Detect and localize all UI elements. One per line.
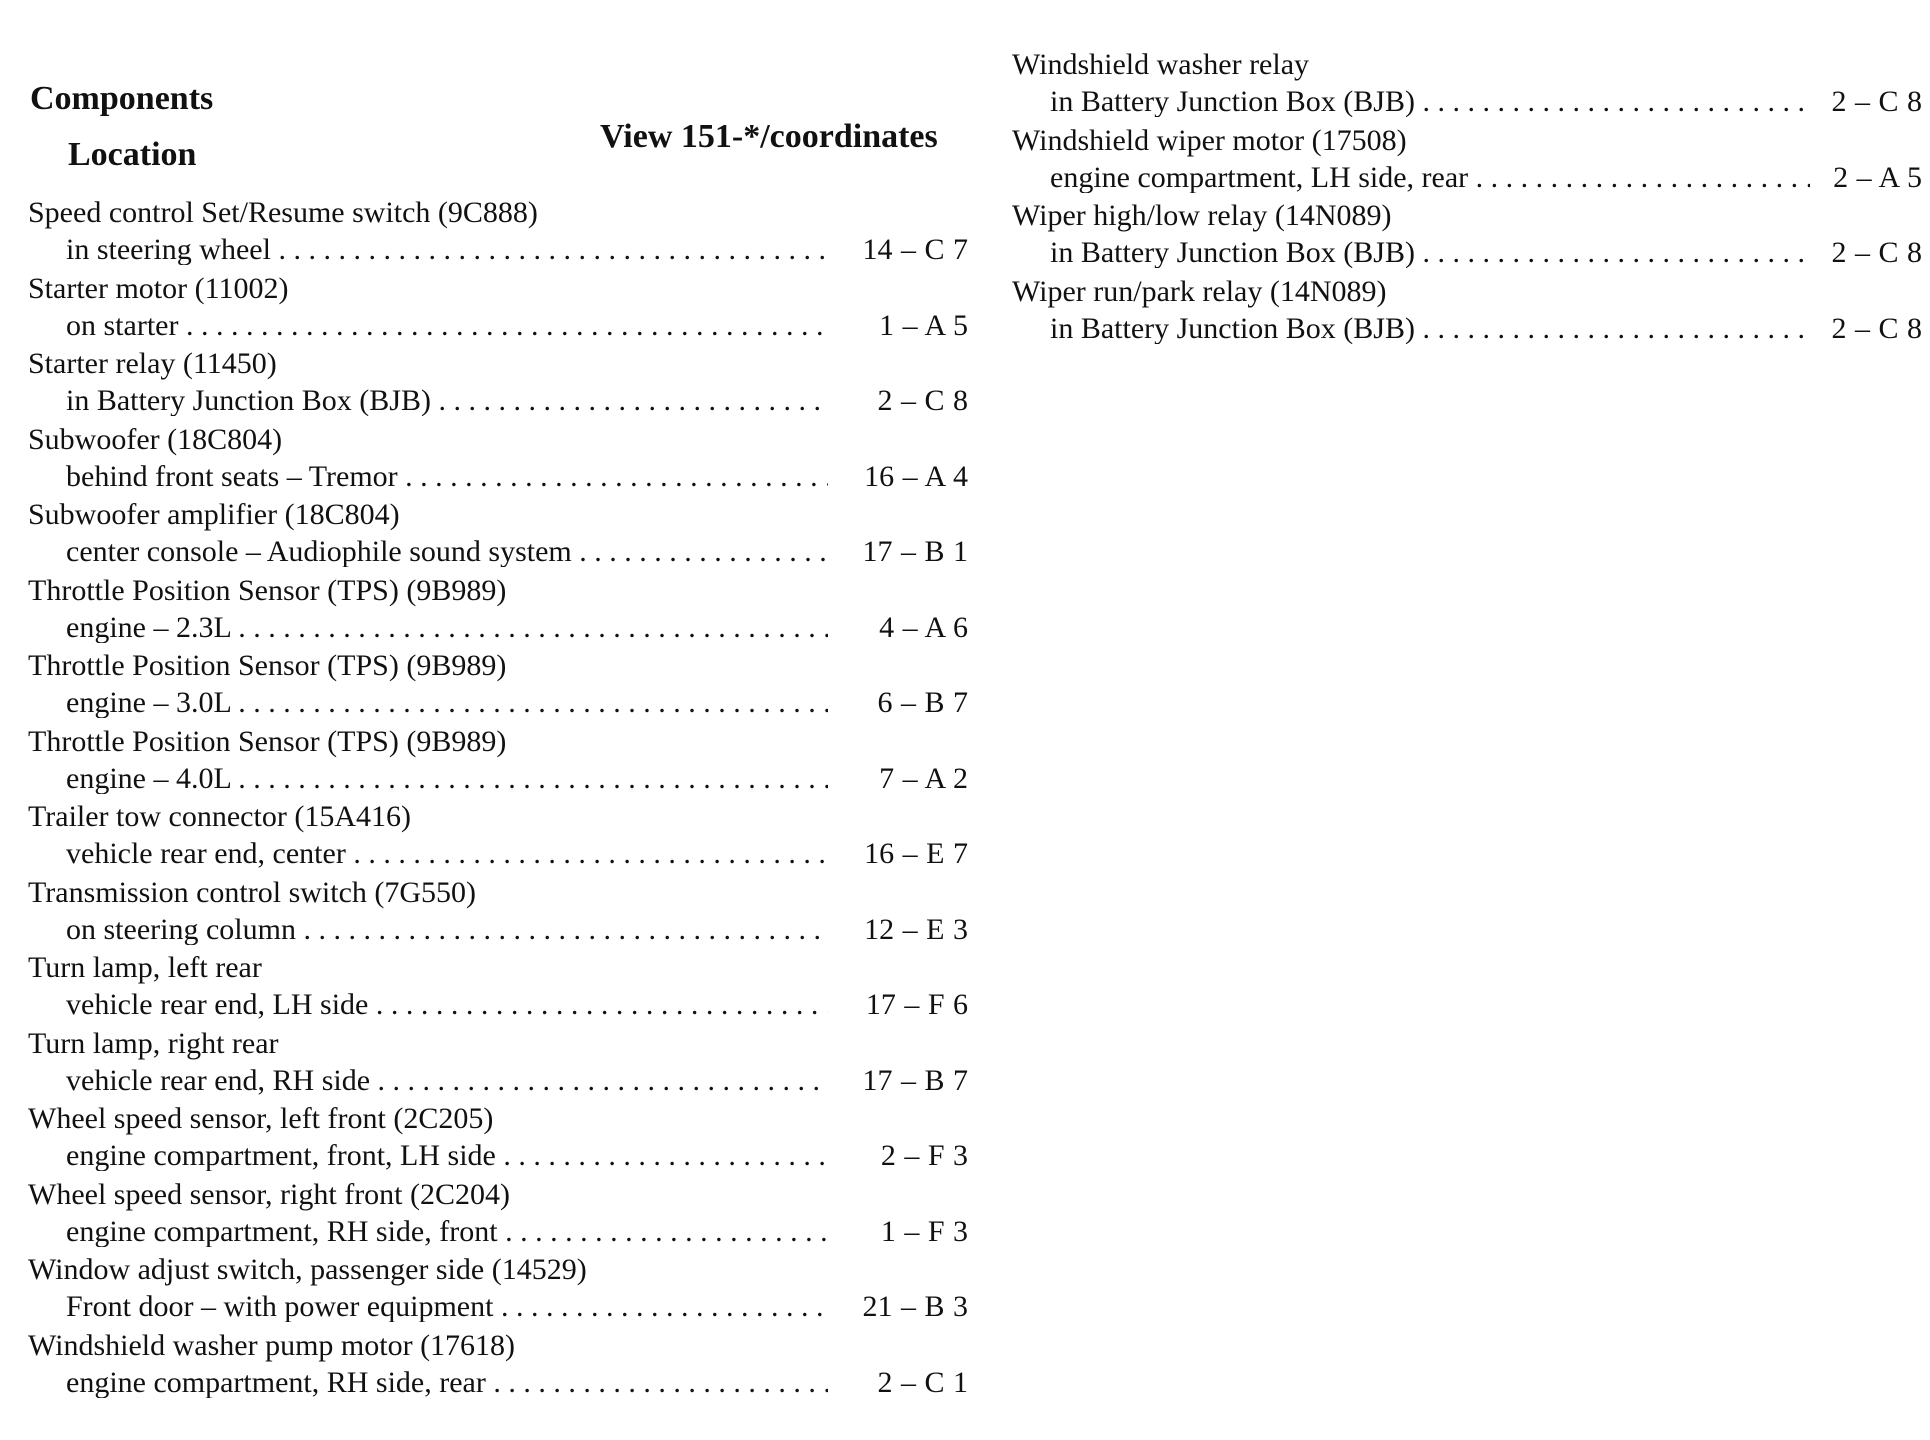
component-location: Front door – with power equipment . . . [66, 1292, 828, 1322]
component-coordinate: 2 – C 1 [877, 1365, 968, 1399]
component-name: Throttle Position Sensor (TPS) (9B989) [28, 649, 507, 682]
component-location: engine – 3.0L . . . [66, 688, 828, 718]
component-name: Starter relay (11450) [28, 347, 277, 380]
component-name: Wiper high/low relay (14N089) [1012, 199, 1392, 232]
component-name: Speed control Set/Resume switch (9C888) [28, 196, 538, 229]
component-name: Wheel speed sensor, right front (2C204) [28, 1177, 511, 1211]
component-location: in steering wheel . . . [66, 235, 828, 265]
component-coordinate: 2 – A 5 [1833, 160, 1922, 194]
component-location: on steering column . . . [66, 915, 828, 945]
component-location: behind front seats – Tremor . . . [66, 462, 828, 492]
component-location: engine compartment, LH side, rear . . . [1050, 163, 1810, 193]
component-coordinate: 17 – B 1 [862, 535, 968, 568]
component-coordinate: 16 – A 4 [864, 459, 968, 493]
component-coordinate: 6 – B 7 [877, 686, 968, 719]
component-name: Windshield washer relay [1012, 48, 1310, 81]
component-coordinate: 2 – C 8 [1831, 311, 1922, 345]
component-location: in Battery Junction Box (BJB) . . . [1050, 238, 1810, 268]
component-name: Windshield washer pump motor (17618) [28, 1328, 516, 1362]
component-name: Subwoofer (18C804) [28, 422, 283, 456]
component-location: in Battery Junction Box (BJB) . . . [1050, 87, 1810, 117]
component-name: Trailer tow connector (15A416) [28, 800, 411, 833]
component-name: Starter motor (11002) [28, 271, 289, 305]
component-name: Window adjust switch, passenger side (14529) [28, 1253, 587, 1286]
component-name: Turn lamp, right rear [28, 1026, 279, 1060]
component-name: Wheel speed sensor, left front (2C205) [28, 1102, 494, 1135]
header-location: Location [68, 136, 197, 173]
component-location: vehicle rear end, LH side . . . [66, 990, 828, 1020]
component-coordinate: 1 – A 5 [879, 308, 968, 342]
component-coordinate: 16 – E 7 [864, 837, 968, 870]
component-location: on starter . . . [66, 311, 828, 341]
component-location: engine compartment, RH side, front . . . [66, 1217, 828, 1247]
component-name: Throttle Position Sensor (TPS) (9B989) [28, 724, 507, 758]
component-location: vehicle rear end, center . . . [66, 839, 828, 869]
component-coordinate: 4 – A 6 [879, 610, 968, 644]
header-view-coordinates: View 151-*/coordinates [600, 118, 938, 155]
component-location: engine compartment, front, LH side . . . [66, 1141, 828, 1171]
component-coordinate: 2 – F 3 [880, 1139, 968, 1172]
component-location: center console – Audiophile sound system . . . [66, 537, 828, 567]
component-coordinate: 7 – A 2 [879, 761, 968, 795]
component-coordinate: 2 – C 8 [1831, 236, 1922, 269]
component-coordinate: 2 – C 8 [877, 384, 968, 417]
component-coordinate: 21 – B 3 [862, 1290, 968, 1323]
component-location: engine compartment, RH side, rear . . . [66, 1368, 828, 1398]
component-coordinate: 17 – B 7 [862, 1063, 968, 1097]
component-name: Subwoofer amplifier (18C804) [28, 498, 400, 531]
component-coordinate: 2 – C 8 [1831, 85, 1922, 118]
component-name: Wiper run/park relay (14N089) [1012, 274, 1387, 308]
component-coordinate: 14 – C 7 [862, 233, 968, 266]
component-name: Windshield wiper motor (17508) [1012, 123, 1407, 157]
header-components: Components [30, 80, 214, 117]
component-name: Throttle Position Sensor (TPS) (9B989) [28, 573, 507, 607]
component-coordinate: 12 – E 3 [864, 912, 968, 946]
component-coordinate: 17 – F 6 [865, 988, 968, 1021]
component-location: engine – 2.3L . . . [66, 613, 828, 643]
component-name: Transmission control switch (7G550) [28, 875, 477, 909]
component-name: Turn lamp, left rear [28, 951, 262, 984]
component-location: in Battery Junction Box (BJB) . . . [1050, 314, 1810, 344]
component-location: in Battery Junction Box (BJB) . . . [66, 386, 828, 416]
component-coordinate: 1 – F 3 [880, 1214, 968, 1248]
component-location: engine – 4.0L . . . [66, 764, 828, 794]
component-location: vehicle rear end, RH side . . . [66, 1066, 828, 1096]
